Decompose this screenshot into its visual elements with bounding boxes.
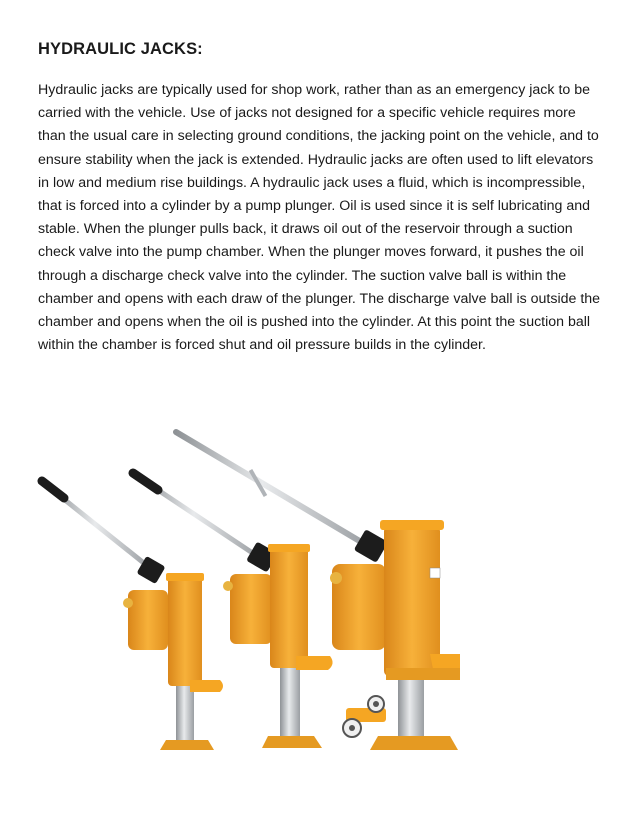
- document-heading: HYDRAULIC JACKS:: [38, 40, 203, 58]
- jack-wheel-dolly: [343, 696, 386, 737]
- jack-large: [176, 432, 460, 750]
- jack-small: [42, 481, 223, 750]
- document-paragraph: Hydraulic jacks are typically used for shop work, rather than as an emergency jack to be carried with the vehicle. Use of jacks not designed for a specific vehicle requires more than the usual care in selecting ground conditions, the jacking point on the vehicle, and to ensure stability when the jack is extended. Hydraulic jacks are often used to lift elevators in low and medium rise buildings. A hydraulic jack uses a fluid, which is incompressible, that is forced into a cylinder by a pump plunger. Oil is used since it is self lubricating and stable. When the plunger pulls back, it draws oil out of the reservoir through a suction check valve into the pump chamber. When the plunger moves forward, it pushes the oil through a discharge check valve into the cylinder. The suction valve ball is within the chamber and opens with each draw of the plunger. The discharge valve ball is outside the chamber and opens when the oil is pushed into the cylinder. At this point the suction ball within the chamber is forced shut and oil pressure builds in the cylinder.: [38, 82, 601, 354]
- hydraulic-jacks-photo: [30, 418, 460, 758]
